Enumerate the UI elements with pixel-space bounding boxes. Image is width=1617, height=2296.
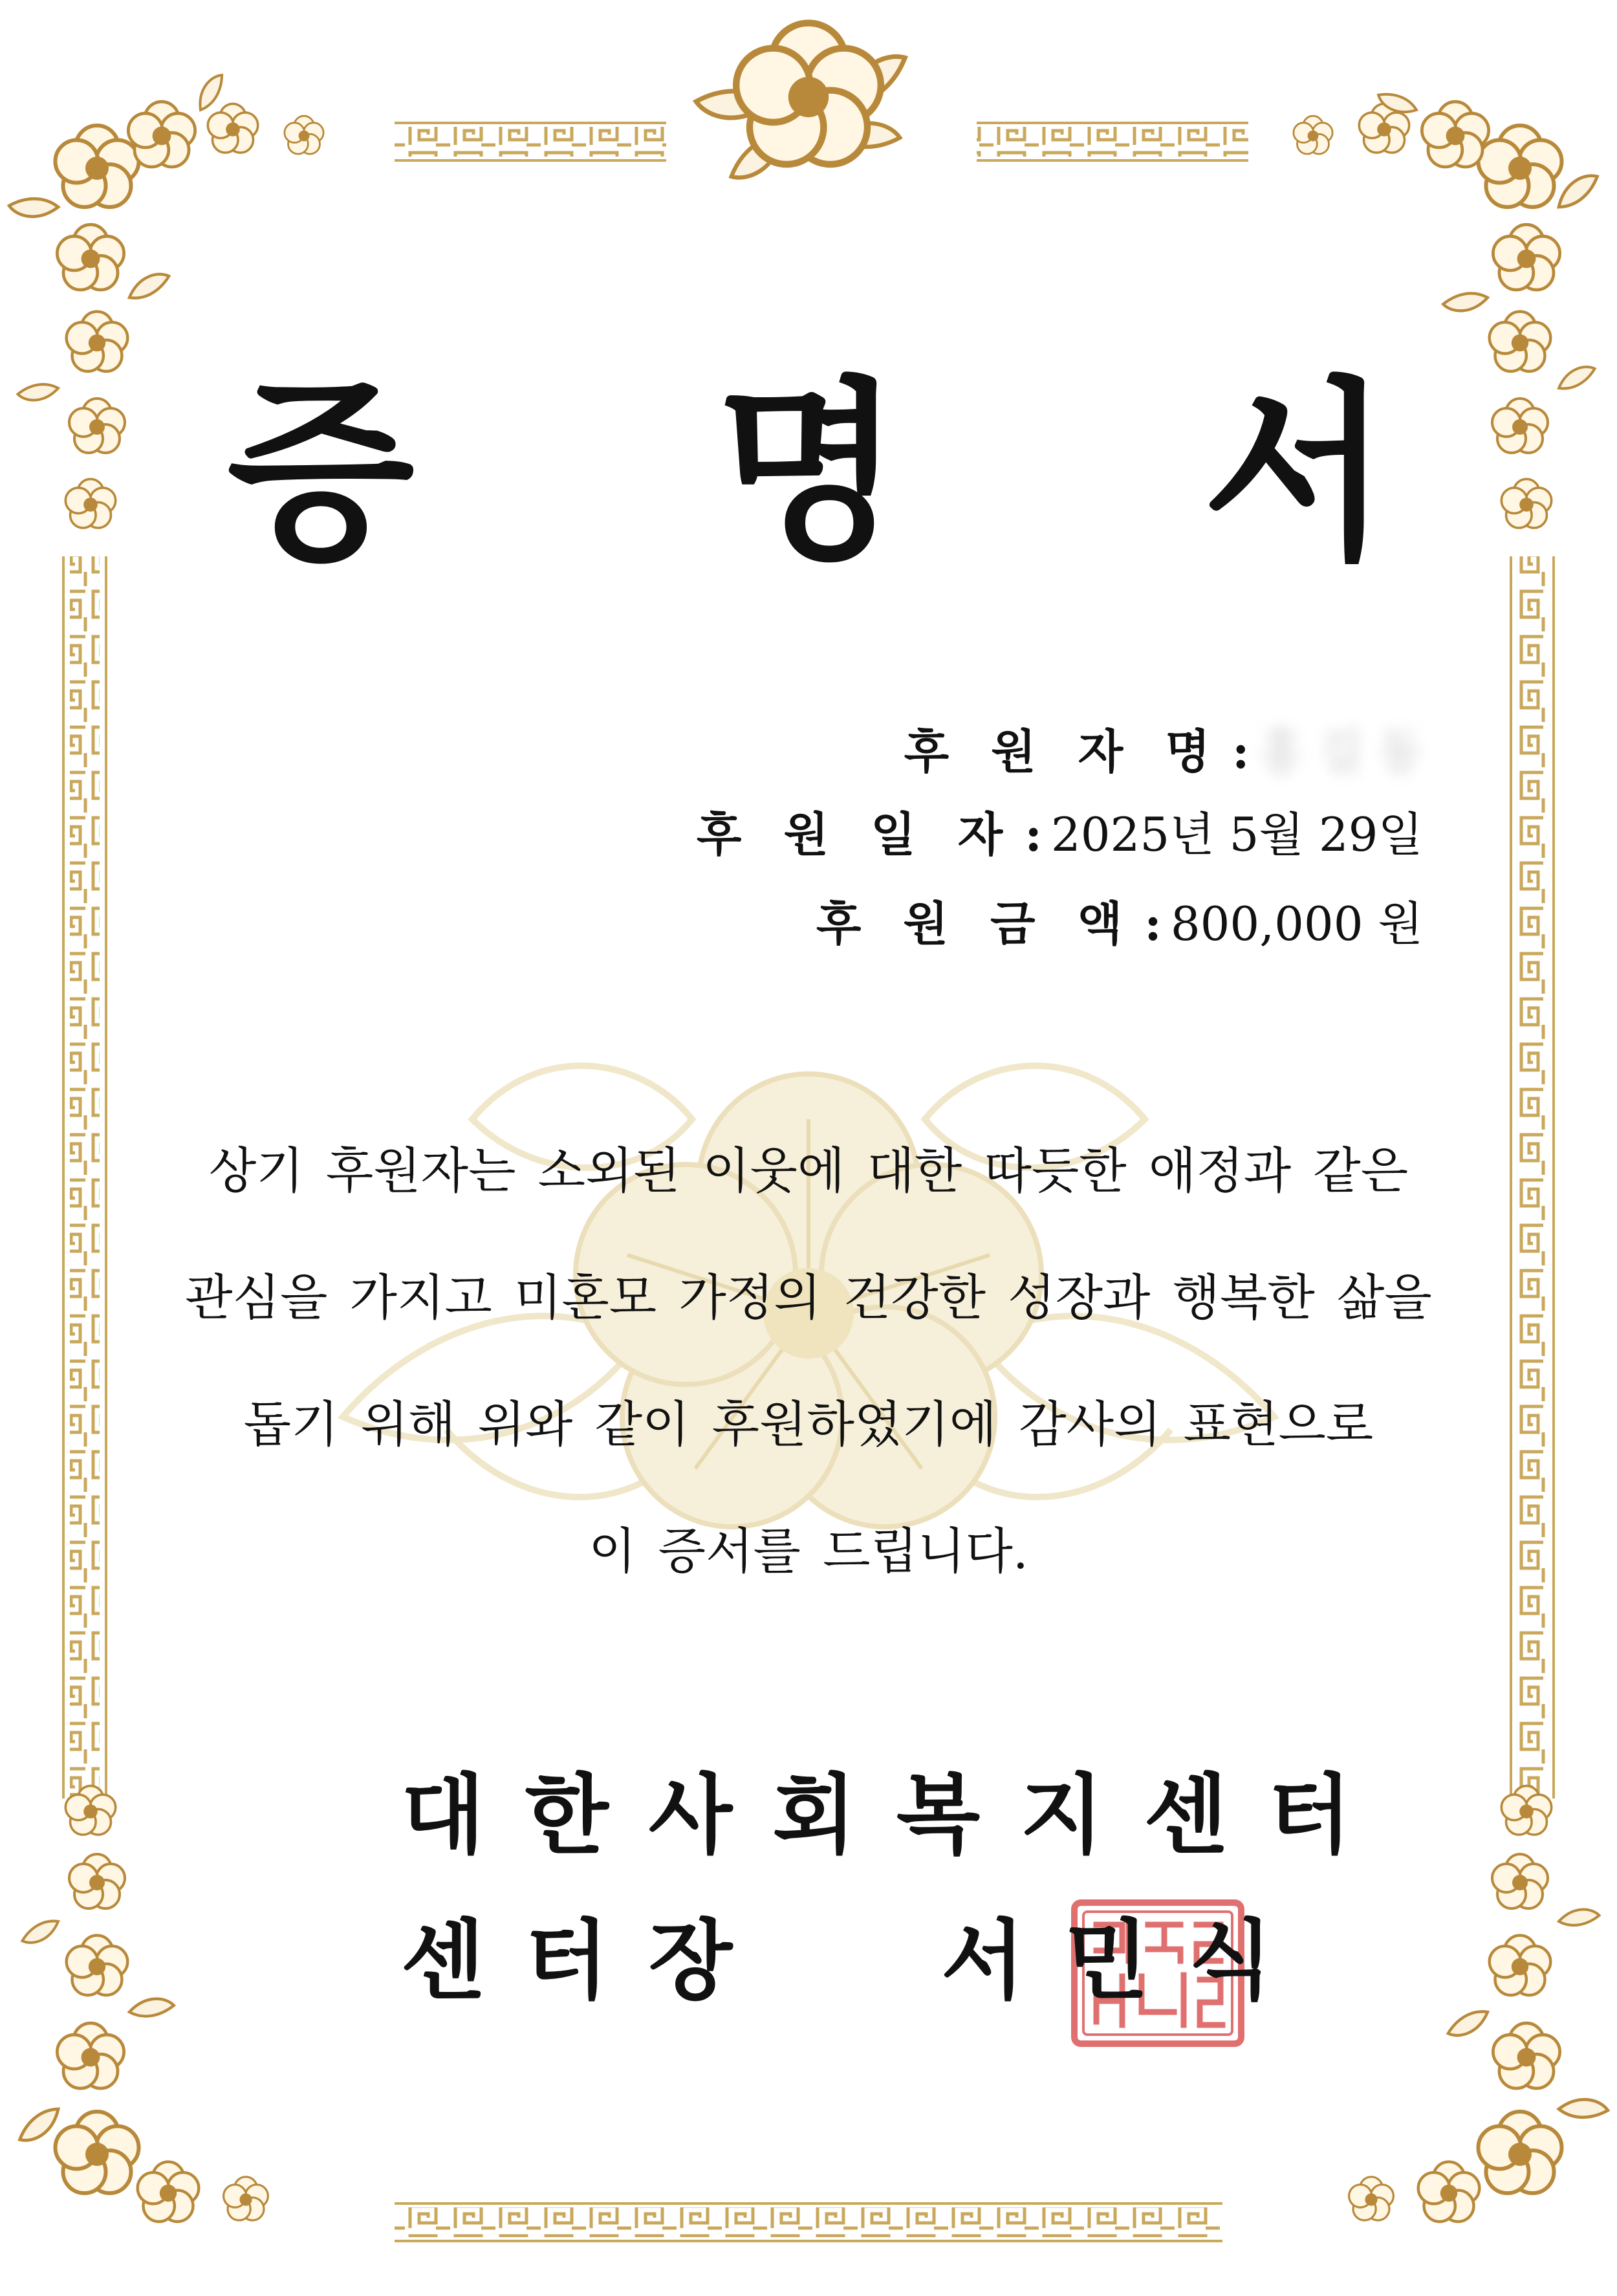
colon: : (1025, 807, 1042, 862)
greek-key-border-top-right (977, 127, 1248, 157)
colon: : (1144, 896, 1162, 951)
body-line: 이 증서를 드립니다. (589, 1522, 1028, 1580)
sponsor-name-value: 홍 길 동 (1258, 725, 1423, 779)
sponsor-name-row (904, 719, 1423, 784)
certificate-title: 증 명 서 (226, 358, 1507, 586)
certificate-body (149, 1108, 1468, 1615)
colon: : (1232, 724, 1250, 779)
donation-amount-value: 800,000 원 (1170, 897, 1423, 951)
body-line: 상기 후원자는 소외된 이웃에 대한 따듯한 애정과 같은 (208, 1142, 1409, 1199)
body-line: 돕기 위해 위와 같이 후원하였기에 감사의 표현으로 (243, 1395, 1374, 1453)
organization-name: 대한사회복지센터 (401, 1764, 1392, 1866)
donation-date-row (697, 802, 1423, 867)
donation-amount-row (816, 891, 1423, 956)
greek-key-border-left (70, 556, 100, 1799)
hibiscus-crest-icon (694, 23, 914, 182)
signer-name: 서민식 (941, 1909, 1313, 2011)
donation-amount-label: 후 원 금 액 (816, 896, 1136, 951)
greek-key-border-right (1517, 556, 1547, 1799)
donation-date-label: 후 원 일 자 (696, 807, 1016, 862)
sponsor-name-label: 후 원 자 명 (904, 724, 1223, 779)
greek-key-border-bottom (395, 2207, 1222, 2237)
signer-role: 센터장 (401, 1909, 773, 2011)
flower-vine-corner-icon (14, 1786, 268, 2222)
greek-key-border-top-left (395, 127, 666, 157)
donation-date-value: 2025년 5월 29일 (1050, 807, 1423, 862)
body-line: 관심을 가지고 미혼모 가정의 건강한 성장과 행복한 삶을 (185, 1269, 1432, 1326)
